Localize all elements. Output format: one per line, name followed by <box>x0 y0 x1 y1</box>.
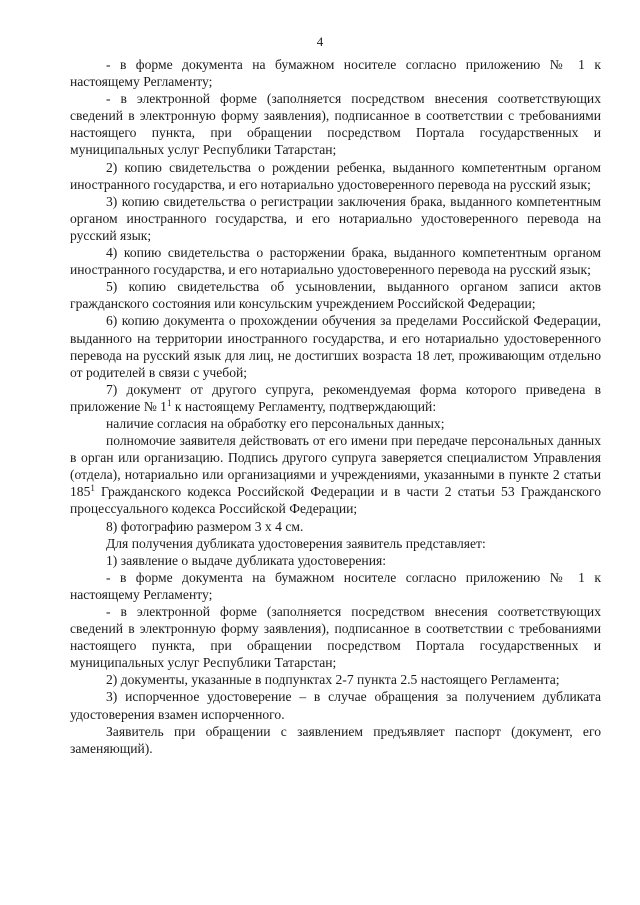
paragraph-item-2-birth-certificate: 2) копию свидетельства о рождении ребенка, выданного компетентным органом иностранного государства, и его нотариально удостоверенного перевода на русский язык; <box>70 159 601 192</box>
paragraph-consent: наличие согласия на обработку его персональных данных; <box>106 415 445 431</box>
page-number: 4 <box>316 34 324 49</box>
paragraph-item-7-text-end: к настоящему Регламенту, подтверждающий: <box>171 398 437 414</box>
paragraph-item-8-photo: 8) фотографию размером 3 х 4 см. <box>106 518 304 534</box>
paragraph-authority <box>70 432 601 517</box>
paragraph-item-4-divorce-certificate: 4) копию свидетельства о расторжении брака, выданного компетентным органом иностранного государства, и его нотариально удостоверенного перевода на русский язык; <box>70 245 601 278</box>
paragraph-paper-form: - в форме документа на бумажном носителе согласно приложению № 1 к настоящему Регламенту; <box>70 57 601 90</box>
paragraph-authority-text-start: полномочие заявителя действовать от его имени при передаче персональных данных в орган или организацию. Подпись другого супруга заверяется специалистом Управления (отдела), нотариально или организациями и учреждениями, указанными в пункте 2 статьи 185 <box>70 433 601 500</box>
superscript-index: 1 <box>90 483 95 494</box>
paragraph-item-7-spouse-document <box>70 381 601 415</box>
paragraph-duplicate-paper-form: - в форме документа на бумажном носителе согласно приложению № 1 к настоящему Регламенту; <box>70 569 601 602</box>
paragraph-duplicate-electronic-form: - в электронной форме (заполняется посредством внесения соответствующих сведений в электронную форму заявления), подписанное в соответствии с требованиями настоящего пункта, при обращении посредством Портала государственных и муниципальных услуг Республики Татарстан; <box>70 604 601 671</box>
superscript-index: 1 <box>166 397 172 408</box>
paragraph-item-5-adoption-certificate: 5) копию свидетельства об усыновлении, выданного органом записи актов гражданского состояния или консульским учреждением Российской Федерации; <box>70 279 601 312</box>
paragraph-duplicate-item-3: 3) испорченное удостоверение – в случае обращения за получением дубликата удостоверения взамен испорченного. <box>70 689 601 722</box>
paragraph-item-3-marriage-certificate: 3) копию свидетельства о регистрации заключения брака, выданного компетентным органом иностранного государства, и его нотариально удостоверенного перевода на русский язык; <box>70 193 601 243</box>
paragraph-item-6-education-document: 6) копию документа о прохождении обучения за пределами Российской Федерации, выданного на территории иностранного государства, и его нотариально удостоверенного перевода на русский язык для лиц, не достигших возраста 18 лет, проживающим отдельно от родителей в связи с учебой; <box>70 313 601 380</box>
paragraph-duplicate-item-2: 2) документы, указанные в подпунктах 2-7 пункта 2.5 настоящего Регламента; <box>106 672 560 688</box>
paragraph-authority-text-end: Гражданского кодекса Российской Федерации и в части 2 статьи 53 Гражданского процессуального кодекса Российской Федерации; <box>70 484 601 517</box>
document-body <box>70 56 601 757</box>
paragraph-duplicate-item-1: 1) заявление о выдаче дубликата удостоверения: <box>106 552 386 568</box>
paragraph-passport: Заявитель при обращении с заявлением предъявляет паспорт (документ, его заменяющий). <box>70 723 601 756</box>
paragraph-duplicate-intro: Для получения дубликата удостоверения заявитель представляет: <box>106 535 486 551</box>
paragraph-item-7-text-start: 7) документ от другого супруга, рекомендуемая форма которого приведена в приложение № 1 <box>70 381 601 414</box>
paragraph-electronic-form: - в электронной форме (заполняется посредством внесения соответствующих сведений в электронную форму заявления), подписанное в соответствии с требованиями настоящего пункта, при обращении посредством Портала государственных и муниципальных услуг Республики Татарстан; <box>70 91 601 158</box>
